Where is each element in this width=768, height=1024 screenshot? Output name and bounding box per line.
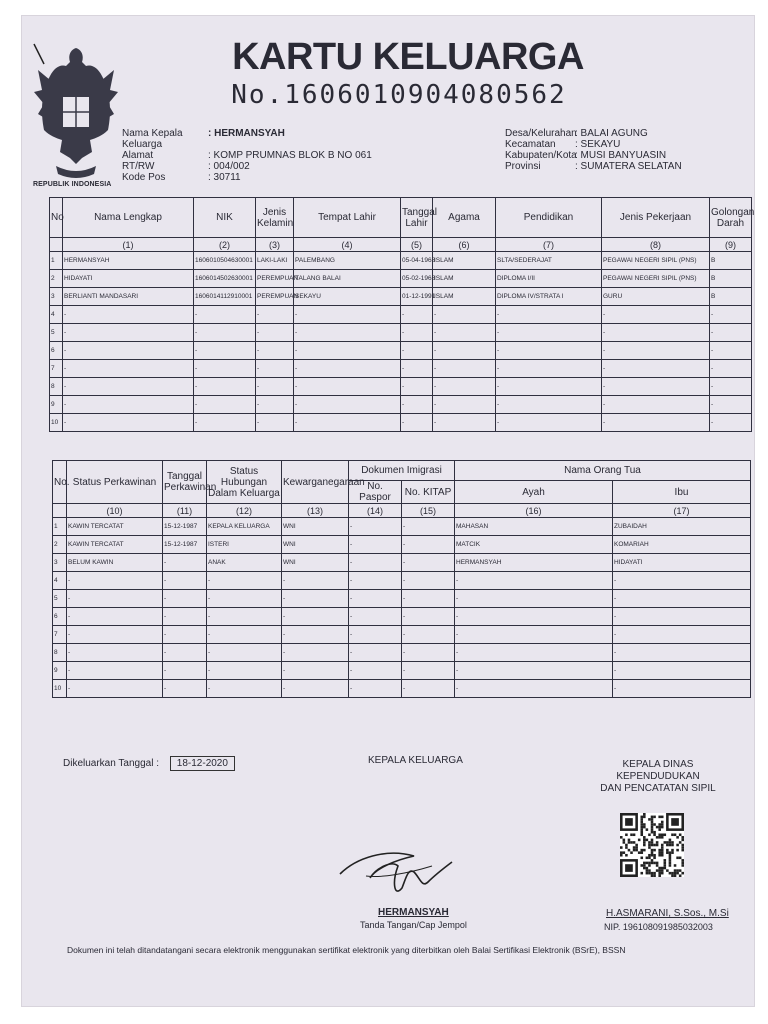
table-cell: - [613,626,751,644]
table-cell: - [282,572,349,590]
table-cell: KOMARIAH [613,536,751,554]
table-cell: - [349,644,402,662]
table-cell: HERMANSYAH [455,554,613,572]
table-cell: - [710,342,752,360]
table-row [50,342,752,360]
table-cell: - [256,378,294,396]
col-header: Dokumen Imigrasi [349,461,455,481]
table-row [53,536,751,554]
table-cell: 3 [50,288,63,306]
table-cell: - [63,342,194,360]
table-cell: HIDAYATI [613,554,751,572]
table-cell: SLTA/SEDERAJAT [496,252,602,270]
table-cell: - [207,572,282,590]
table-cell: - [613,572,751,590]
qr-code [620,797,684,893]
table-cell: - [294,396,401,414]
table-cell: - [455,662,613,680]
table-cell: - [207,680,282,698]
table-cell: - [256,342,294,360]
table-cell: - [402,662,455,680]
table-cell: 7 [50,360,63,378]
head-right-value: : SEKAYU [575,139,621,150]
table-row [50,324,752,342]
table-cell: TALANG BALAI [294,270,401,288]
table-cell: ZUBAIDAH [613,518,751,536]
document-number: No.1606010904080562 [231,80,567,110]
table-cell: - [613,680,751,698]
table-cell: - [613,662,751,680]
col-number [53,504,67,518]
table-row [53,662,751,680]
table-cell: 01-12-1991 [401,288,433,306]
table-cell: - [67,644,163,662]
table-cell: - [401,414,433,432]
table-cell: - [401,324,433,342]
table-cell: DIPLOMA IV/STRATA I [496,288,602,306]
table-cell: 10 [53,680,67,698]
col-number: (11) [163,504,207,518]
table-cell: - [67,590,163,608]
table-cell: 1606014502630001 [194,270,256,288]
table-cell: - [496,414,602,432]
table-cell: 05-04-1963 [401,252,433,270]
table-cell: - [194,306,256,324]
col-header: Kewarganegaraan [282,461,349,504]
col-number: (17) [613,504,751,518]
table-cell: - [294,324,401,342]
table-cell: 5 [50,324,63,342]
col-header: Tanggal Lahir [401,198,433,238]
col-header: No. [53,461,67,504]
table-cell: - [67,572,163,590]
table-row [50,378,752,396]
footer-note: Dokumen ini telah ditandatangani secara elektronik menggunakan sertifikat elektronik yang diterbitkan oleh Balai Sertifikasi Elektronik (BSrE), BSSN [67,945,626,955]
table-cell: - [496,396,602,414]
table-cell: - [710,378,752,396]
dinas-line: DAN PENCATATAN SIPIL [600,783,716,794]
col-header: Tanggal Perkawinan [163,461,207,504]
table-cell: - [256,414,294,432]
table-cell: - [496,324,602,342]
table-cell: - [294,378,401,396]
table-cell: - [496,342,602,360]
table-cell: 6 [53,608,67,626]
table-cell: 10 [50,414,63,432]
table-cell: 8 [53,644,67,662]
col-header: Ibu [613,481,751,504]
table-cell: 7 [53,626,67,644]
table-row [53,518,751,536]
table-cell: - [63,306,194,324]
table-cell: - [455,626,613,644]
table-cell: PEGAWAI NEGERI SIPIL (PNS) [602,270,710,288]
col-header: Jenis Pekerjaan [602,198,710,238]
table-cell: WNI [282,554,349,572]
table-cell: KAWIN TERCATAT [67,536,163,554]
table-cell: - [294,306,401,324]
table-cell: 3 [53,554,67,572]
table-cell: - [194,396,256,414]
table-cell: - [433,306,496,324]
table-cell: HIDAYATI [63,270,194,288]
table-row [50,396,752,414]
col-number: (12) [207,504,282,518]
table-cell: - [496,378,602,396]
signature [336,838,456,908]
table-cell: - [710,324,752,342]
table-cell: - [455,680,613,698]
table-cell: - [455,590,613,608]
table-cell: - [401,342,433,360]
table-cell: 2 [53,536,67,554]
col-number: (3) [256,238,294,252]
col-number: (15) [402,504,455,518]
table-cell: - [294,342,401,360]
table-cell: - [401,378,433,396]
table-cell: BERLIANTI MANDASARI [63,288,194,306]
table-cell: - [163,554,207,572]
table-cell: - [496,306,602,324]
table-cell: - [613,608,751,626]
emblem-caption: REPUBLIK INDONESIA [33,181,112,188]
table-cell: - [194,342,256,360]
table-cell: - [402,644,455,662]
table-row [53,554,751,572]
table-cell: - [710,414,752,432]
table-cell: - [163,644,207,662]
table-cell: LAKI-LAKI [256,252,294,270]
table-cell: - [282,662,349,680]
table-cell: PEREMPUAN [256,288,294,306]
head-right-label: Desa/Kelurahan [505,128,577,139]
table-cell: 05-02-1963 [401,270,433,288]
table-cell: - [349,590,402,608]
table-cell: - [401,306,433,324]
table-cell: SEKAYU [294,288,401,306]
table-cell: 8 [50,378,63,396]
table-cell: - [194,324,256,342]
col-header: Status Perkawinan [67,461,163,504]
table-cell: - [282,644,349,662]
table-cell: - [194,414,256,432]
table-cell: - [349,680,402,698]
document-title: KARTU KELUARGA [232,36,584,78]
table-cell: - [496,360,602,378]
table-cell: - [402,590,455,608]
table-row [53,590,751,608]
col-number: (2) [194,238,256,252]
table-cell: 15-12-1987 [163,518,207,536]
table-cell: - [256,324,294,342]
table-cell: - [282,590,349,608]
table-cell: - [613,644,751,662]
table-cell: PEREMPUAN [256,270,294,288]
table-cell: - [401,396,433,414]
table-cell: - [207,590,282,608]
col-number [50,238,63,252]
table-cell: 6 [50,342,63,360]
table-cell: 5 [53,590,67,608]
table-cell: - [63,324,194,342]
table-cell: - [63,414,194,432]
table-cell: 15-12-1987 [163,536,207,554]
table-cell: - [163,626,207,644]
table-cell: - [433,414,496,432]
table-cell: - [402,536,455,554]
signer-name: HERMANSYAH [378,907,449,918]
col-number: (13) [282,504,349,518]
col-number: (8) [602,238,710,252]
table-cell: - [602,360,710,378]
issued-label: Dikeluarkan Tanggal : [63,758,159,769]
head-right-label: Kabupaten/Kota [505,150,577,161]
head-left-value: : HERMANSYAH [208,128,285,139]
table-cell: MATCIK [455,536,613,554]
table-cell: - [349,518,402,536]
table-row [50,414,752,432]
table-cell: - [349,608,402,626]
table-cell: - [710,396,752,414]
col-header: Golongan Darah [710,198,752,238]
table-cell: - [455,572,613,590]
dinas-line: KEPALA DINAS KEPENDUDUKAN [616,759,700,782]
table-cell: 2 [50,270,63,288]
table-cell: WNI [282,518,349,536]
signer-caption: Tanda Tangan/Cap Jempol [360,920,467,930]
table-cell: - [67,626,163,644]
table-cell: MAHASAN [455,518,613,536]
col-header: Nama Orang Tua [455,461,751,481]
table-cell: - [163,590,207,608]
col-number: (4) [294,238,401,252]
table-cell: - [282,680,349,698]
table-cell: ISLAM [433,288,496,306]
table-cell: - [433,324,496,342]
col-header: Status Hubungan Dalam Keluarga [207,461,282,504]
table-cell: - [613,590,751,608]
table-cell: - [207,626,282,644]
table-cell: ISLAM [433,270,496,288]
table-cell: - [63,378,194,396]
table-cell: - [349,662,402,680]
col-header: No. Paspor [349,481,402,504]
col-header: Nama Lengkap [63,198,194,238]
table-cell: ISTERI [207,536,282,554]
table-cell: B [710,288,752,306]
table-cell: 4 [53,572,67,590]
table-row [50,252,752,270]
col-number: (6) [433,238,496,252]
col-number: (16) [455,504,613,518]
table-cell: - [349,572,402,590]
table-cell: - [402,680,455,698]
table-row [53,644,751,662]
table-cell: - [402,554,455,572]
table-cell: 1 [50,252,63,270]
table-cell: - [402,626,455,644]
official-name: H.ASMARANI, S.Sos., M.Si [606,908,729,919]
table-cell: KEPALA KELUARGA [207,518,282,536]
table-cell: - [194,378,256,396]
table-cell: - [67,680,163,698]
table-cell: - [602,378,710,396]
table-cell: - [63,396,194,414]
head-left-label: Alamat [122,150,154,161]
table-cell: PEGAWAI NEGERI SIPIL (PNS) [602,252,710,270]
table-cell: - [602,306,710,324]
table-cell: ANAK [207,554,282,572]
head-left-label: RT/RW [122,161,155,172]
table-row [53,626,751,644]
head-left-value: : 30711 [208,172,241,183]
col-number: (9) [710,238,752,252]
table-cell: - [349,554,402,572]
table-cell: - [163,662,207,680]
table-cell: - [402,608,455,626]
table-cell: - [63,360,194,378]
table-cell: - [433,360,496,378]
col-number: (1) [63,238,194,252]
table-cell: HERMANSYAH [63,252,194,270]
table-cell: ISLAM [433,252,496,270]
table-cell: - [602,324,710,342]
col-header: Tempat Lahir [294,198,401,238]
table-cell: - [67,608,163,626]
table-cell: KAWIN TERCATAT [67,518,163,536]
table-cell: - [710,306,752,324]
table-cell: - [163,680,207,698]
table-cell: B [710,270,752,288]
table-cell: - [433,378,496,396]
table-cell: - [256,360,294,378]
table-cell: - [207,662,282,680]
official-nip: NIP. 196108091985032003 [604,922,713,932]
table-cell: - [602,396,710,414]
table-cell: WNI [282,536,349,554]
table-cell: - [433,396,496,414]
table-cell: - [710,360,752,378]
table-row [50,306,752,324]
dinas-title [588,759,728,795]
table-cell: - [602,414,710,432]
table-cell: - [163,572,207,590]
table-cell: PALEMBANG [294,252,401,270]
table-cell: 9 [53,662,67,680]
header-right [505,128,682,172]
col-header: NIK [194,198,256,238]
table-row [50,360,752,378]
col-header: Pendidikan [496,198,602,238]
table-cell: - [455,608,613,626]
kepala-keluarga-label: KEPALA KELUARGA [368,755,463,766]
head-left-label: Nama Kepala Keluarga [122,128,183,150]
header-left [122,128,372,183]
table-cell: - [256,396,294,414]
head-right-value: : MUSI BANYUASIN [575,150,667,161]
table-cell: - [401,360,433,378]
table-cell: 1 [53,518,67,536]
table-cell: - [282,626,349,644]
table-cell: - [194,360,256,378]
table-cell: - [256,306,294,324]
table-cell: - [67,662,163,680]
col-number: (14) [349,504,402,518]
table-row [50,270,752,288]
members-table [49,197,755,432]
table-row [53,680,751,698]
col-header: Agama [433,198,496,238]
table-cell: BELUM KAWIN [67,554,163,572]
col-header: No [50,198,63,238]
table-row [53,572,751,590]
head-right-label: Provinsi [505,161,541,172]
table-cell: - [294,414,401,432]
head-right-label: Kecamatan [505,139,556,150]
status-table [52,460,751,698]
table-cell: - [602,342,710,360]
table-cell: 9 [50,396,63,414]
issued-date-row [63,756,235,771]
table-cell: 4 [50,306,63,324]
table-cell: DIPLOMA I/II [496,270,602,288]
table-cell: B [710,252,752,270]
table-cell: - [294,360,401,378]
table-cell: GURU [602,288,710,306]
head-left-value: : 004/002 [208,161,250,172]
col-number: (5) [401,238,433,252]
table-cell: - [349,536,402,554]
col-number: (7) [496,238,602,252]
head-right-value: : SUMATERA SELATAN [575,161,682,172]
table-cell: - [207,608,282,626]
head-left-value: : KOMP PRUMNAS BLOK B NO 061 [208,150,372,161]
col-number: (10) [67,504,163,518]
col-header: No. KITAP [402,481,455,504]
head-left-label: Kode Pos [122,172,166,183]
col-header: Jenis Kelamin [256,198,294,238]
table-cell: - [433,342,496,360]
table-row [50,288,752,306]
table-cell: 1606014112910001 [194,288,256,306]
table-cell: - [207,644,282,662]
table-cell: - [455,644,613,662]
table-cell: - [402,518,455,536]
table-cell: 1606010504630001 [194,252,256,270]
col-header: Ayah [455,481,613,504]
head-right-value: : BALAI AGUNG [575,128,648,139]
issued-date: 18-12-2020 [170,756,235,771]
table-cell: - [402,572,455,590]
table-row [53,608,751,626]
table-cell: - [163,608,207,626]
table-cell: - [349,626,402,644]
table-cell: - [282,608,349,626]
